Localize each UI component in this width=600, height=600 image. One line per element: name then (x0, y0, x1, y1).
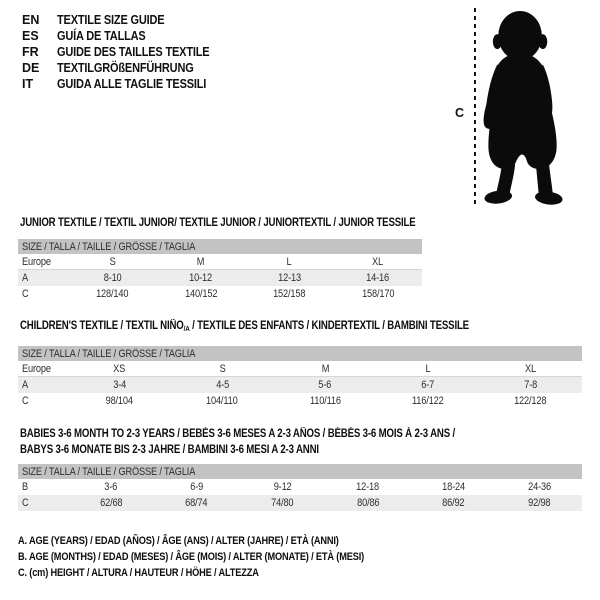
height-value: 86/92 (442, 497, 465, 509)
months-value: 9-12 (273, 481, 292, 493)
size-value: S (219, 362, 226, 375)
language-header (22, 12, 230, 92)
table-row-months (18, 479, 582, 495)
height-value: 128/140 (96, 288, 129, 300)
table-row-age (18, 270, 422, 286)
height-value: 158/170 (361, 288, 394, 300)
size-value: XS (113, 362, 126, 375)
footnote-c: C. (cm) HEIGHT / ALTURA / HAUTEUR / HÖHE / ALTEZZA (18, 567, 259, 579)
lang-line-fr (22, 44, 230, 60)
size-value: L (425, 362, 431, 375)
row-label: C (22, 395, 29, 407)
row-label: A (22, 272, 28, 284)
footnote-a: A. AGE (YEARS) / EDAD (AÑOS) / ÂGE (ANS) / ALTER (JAHRE) / ETÀ (ANNI) (18, 535, 339, 547)
size-value: M (321, 362, 329, 375)
age-value: 3-4 (112, 379, 126, 391)
age-value: 6-7 (421, 379, 435, 391)
age-value: 8-10 (103, 272, 122, 284)
gender-subscript: /A (183, 324, 190, 333)
height-value: 92/98 (528, 497, 551, 509)
size-value: XL (525, 362, 537, 375)
height-value: 140/152 (184, 288, 217, 300)
junior-size-table (18, 239, 422, 302)
size-value: S (109, 255, 116, 268)
months-value: 6-9 (190, 481, 203, 493)
table-row-height (18, 286, 422, 302)
height-value: 116/122 (412, 395, 444, 407)
table-row-height (18, 393, 582, 409)
age-value: 10-12 (189, 272, 213, 284)
row-label: Europe (22, 362, 51, 375)
age-value: 12-13 (277, 272, 301, 284)
height-value: 68/74 (185, 497, 208, 509)
lang-line-es (22, 28, 230, 44)
lang-title: TEXTILE SIZE GUIDE (57, 13, 165, 27)
height-measure-label: C (455, 106, 465, 120)
baby-silhouette-image (480, 9, 572, 207)
lang-line-en (22, 12, 230, 28)
age-value: 4-5 (215, 379, 229, 391)
lang-title: GUIDA ALLE TAGLIE TESSILI (57, 77, 207, 91)
height-dashed-line (474, 8, 476, 208)
table-row-age (18, 377, 582, 393)
row-label: A (22, 379, 28, 391)
age-value: 5-6 (318, 379, 332, 391)
babies-size-table (18, 464, 582, 511)
height-value: 110/116 (309, 395, 341, 407)
lang-title: GUIDE DES TAILLES TEXTILE (57, 45, 210, 59)
size-value: XL (372, 255, 384, 268)
row-label: C (22, 497, 29, 509)
months-value: 3-6 (104, 481, 118, 493)
row-label: B (22, 481, 28, 493)
lang-title: TEXTILGRÖßENFÜHRUNG (57, 61, 194, 75)
table-row-europe (18, 361, 582, 377)
height-value: 152/158 (273, 288, 306, 300)
size-header-bar: SIZE / TALLA / TAILLE / GRÖSSE / TAGLIA (18, 464, 582, 479)
lang-code: FR (22, 45, 39, 59)
age-value: 14-16 (366, 272, 390, 284)
junior-section-title: JUNIOR TEXTILE / TEXTIL JUNIOR/ TEXTILE JUNIOR / JUNIORTEXTIL / JUNIOR TESSILE (20, 217, 416, 229)
children-section-title: CHILDREN'S TEXTILE / TEXTIL NIÑO/A / TEXTILE DES ENFANTS / KINDERTEXTIL / BAMBINI TESSILE (20, 320, 469, 333)
table-row-europe (18, 254, 422, 270)
height-value: 74/80 (271, 497, 294, 509)
months-value: 18-24 (442, 481, 465, 493)
age-value: 7-8 (524, 379, 538, 391)
height-value: 62/68 (99, 497, 122, 509)
lang-line-de (22, 60, 230, 76)
height-value: 104/110 (206, 395, 238, 407)
size-value: M (196, 255, 205, 268)
months-value: 12-18 (356, 481, 380, 493)
footnote-b: B. AGE (MONTHS) / EDAD (MESES) / ÂGE (MOIS) / ALTER (MONATE) / ETÀ (MESI) (18, 551, 365, 563)
lang-title: GUÍA DE TALLAS (57, 29, 146, 43)
table-row-height (18, 495, 582, 511)
lang-code: ES (22, 29, 39, 43)
height-value: 80/86 (356, 497, 379, 509)
lang-code: EN (22, 13, 40, 27)
height-value: 122/128 (514, 395, 547, 407)
lang-code: DE (22, 61, 40, 75)
babies-section-title: BABIES 3-6 MONTH TO 2-3 YEARS / BEBÉS 3-6 MESES A 2-3 AÑOS / BÉBÉS 3-6 MOIS À 2-3 ANS / BABYS 3-6 MONATE BIS 2-3 JAHRE / BAMBINI 3-6 MESI A 2-3 ANNI (20, 428, 456, 456)
footnotes (18, 533, 430, 581)
row-label: C (22, 288, 29, 300)
size-header-bar: SIZE / TALLA / TAILLE / GRÖSSE / TAGLIA (18, 239, 422, 254)
size-value: L (286, 255, 292, 268)
lang-code: IT (22, 77, 34, 91)
row-label: Europe (22, 255, 51, 268)
months-value: 24-36 (527, 481, 551, 493)
height-value: 98/104 (105, 395, 134, 407)
size-header-bar: SIZE / TALLA / TAILLE / GRÖSSE / TAGLIA (18, 346, 582, 361)
children-size-table (18, 346, 582, 409)
lang-line-it (22, 76, 230, 92)
